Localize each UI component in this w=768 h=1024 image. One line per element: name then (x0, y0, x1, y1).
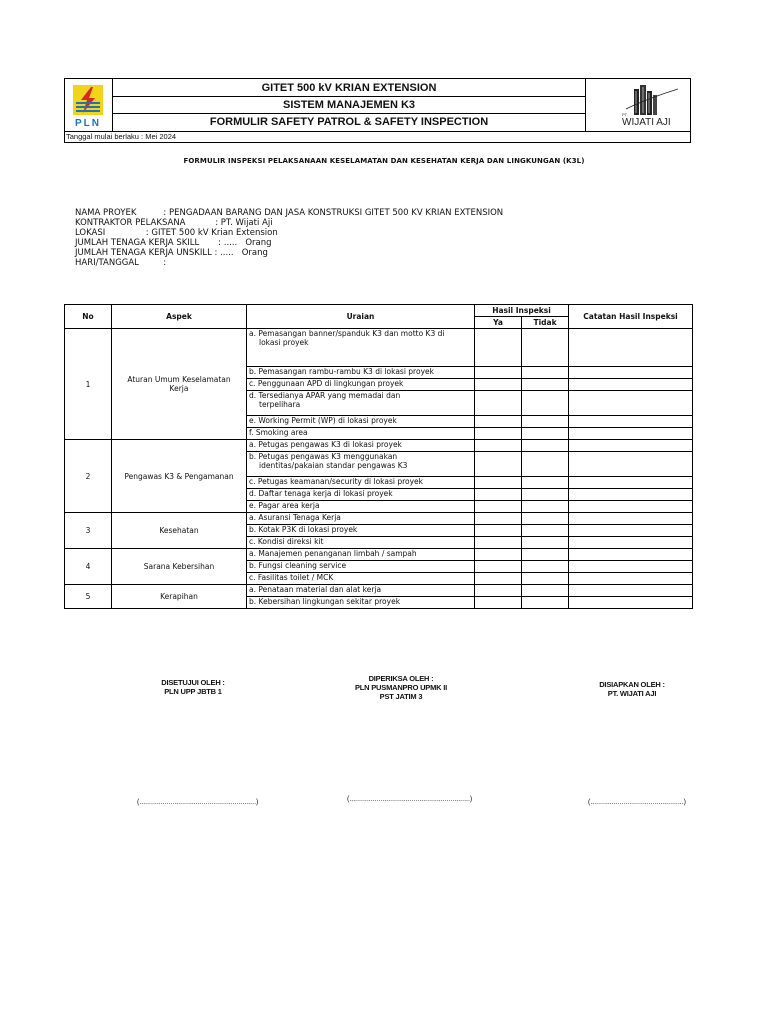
prepared-by-org: PT. WIJATI AJI (607, 689, 657, 698)
header-no: No (65, 305, 112, 329)
contractor-line: KONTRAKTOR PELAKSANA : PT. Wijati Aji (75, 218, 273, 228)
uraian-text: b. Fungsi cleaning service (249, 561, 347, 570)
uraian-cell (247, 416, 475, 428)
ya-cell[interactable] (475, 537, 522, 549)
catatan-cell[interactable] (569, 525, 693, 537)
document-header (64, 78, 691, 132)
header-uraian: Uraian (247, 305, 475, 329)
uraian-text: a. Penataan material dan alat kerja (249, 585, 382, 594)
ya-cell[interactable] (475, 549, 522, 561)
catatan-cell[interactable] (569, 561, 693, 573)
tidak-cell[interactable] (522, 477, 569, 489)
unskilled-workers-line: JUMLAH TENAGA KERJA UNSKILL : ..... Orang (75, 248, 268, 258)
catatan-cell[interactable] (569, 489, 693, 501)
approved-by-block (138, 678, 248, 696)
uraian-text: c. Fasilitas toilet / MCK (249, 573, 334, 582)
ya-cell[interactable] (475, 525, 522, 537)
uraian-cell (247, 452, 475, 477)
uraian-cell (247, 525, 475, 537)
checked-by-org-sub: PST JATIM 3 (379, 692, 423, 701)
tidak-cell[interactable] (522, 549, 569, 561)
ya-cell[interactable] (475, 489, 522, 501)
group-aspek: Sarana Kebersihan (112, 549, 247, 585)
ya-cell[interactable] (475, 416, 522, 428)
catatan-cell[interactable] (569, 379, 693, 391)
header-hasil-inspeksi: Hasil Inspeksi (475, 305, 569, 317)
uraian-text: a. Manajemen penanganan limbah / sampah (249, 549, 417, 558)
tidak-cell[interactable] (522, 585, 569, 597)
uraian-text: terpelihara (259, 400, 301, 409)
group-aspek: Pengawas K3 & Pengamanan (112, 440, 247, 513)
checked-by-org: PLN PUSMANPRO UPMK II (354, 683, 448, 692)
project-info (75, 208, 503, 268)
catatan-cell[interactable] (569, 329, 693, 367)
catatan-cell[interactable] (569, 585, 693, 597)
date-line: HARI/TANGGAL : (75, 258, 167, 268)
uraian-text: a. Petugas pengawas K3 di lokasi proyek (249, 440, 402, 449)
uraian-text: c. Penggunaan APD di lingkungan proyek (249, 379, 404, 388)
uraian-text: b. Petugas pengawas K3 menggunakan (249, 452, 398, 461)
header-aspek: Aspek (112, 305, 247, 329)
uraian-cell (247, 549, 475, 561)
ya-cell[interactable] (475, 561, 522, 573)
approved-signature-line: (............................................................) (137, 799, 259, 806)
uraian-cell (247, 329, 475, 367)
uraian-cell (247, 367, 475, 379)
uraian-cell (247, 489, 475, 501)
group-number: 4 (65, 549, 112, 585)
ya-cell[interactable] (475, 597, 522, 609)
prepared-by-label: DISIAPKAN OLEH : (599, 680, 665, 689)
tidak-cell[interactable] (522, 501, 569, 513)
group-number: 2 (65, 440, 112, 513)
group-aspek: Kesehatan (112, 513, 247, 549)
group-number: 3 (65, 513, 112, 549)
tidak-cell[interactable] (522, 561, 569, 573)
project-name-line: NAMA PROYEK : PENGADAAN BARANG DAN JASA KONSTRUKSI GITET 500 KV KRIAN EXTENSION (75, 208, 504, 218)
uraian-text: b. Kebersihan lingkungan sekitar proyek (249, 597, 401, 606)
inspection-table (64, 304, 693, 609)
inspection-table-body (65, 329, 693, 609)
uraian-cell (247, 597, 475, 609)
uraian-text: identitas/pakaian standar pengawas K3 (259, 461, 408, 470)
tidak-cell[interactable] (522, 452, 569, 477)
catatan-cell[interactable] (569, 416, 693, 428)
ya-cell[interactable] (475, 428, 522, 440)
catatan-cell[interactable] (569, 452, 693, 477)
pln-logo (65, 79, 113, 131)
prepared-signature-line: (................................................) (588, 799, 687, 806)
uraian-cell (247, 477, 475, 489)
ya-cell[interactable] (475, 329, 522, 367)
header-title-3: FORMULIR SAFETY PATROL & SAFETY INSPECTION (209, 116, 489, 128)
approved-by-label: DISETUJUI OLEH : (161, 678, 225, 687)
ya-cell[interactable] (475, 452, 522, 477)
uraian-text: c. Kondisi direksi kit (249, 537, 324, 546)
ya-cell[interactable] (475, 501, 522, 513)
tidak-cell[interactable] (522, 597, 569, 609)
uraian-text: c. Petugas keamanan/security di lokasi proyek (249, 477, 423, 486)
uraian-cell (247, 561, 475, 573)
uraian-cell (247, 428, 475, 440)
ya-cell[interactable] (475, 573, 522, 585)
ya-cell[interactable] (475, 513, 522, 525)
skilled-workers-line: JUMLAH TENAGA KERJA SKILL : ..... Orang (75, 238, 272, 248)
catatan-cell[interactable] (569, 513, 693, 525)
tidak-cell[interactable] (522, 537, 569, 549)
uraian-cell (247, 379, 475, 391)
ya-cell[interactable] (475, 367, 522, 379)
catatan-cell[interactable] (569, 367, 693, 379)
prepared-by-block (577, 680, 687, 698)
approved-by-org: PLN UPP JBTB 1 (164, 687, 222, 696)
catatan-cell[interactable] (569, 501, 693, 513)
tidak-cell[interactable] (522, 416, 569, 428)
pln-logo-icon (65, 79, 112, 131)
form-title: FORMULIR INSPEKSI PELAKSANAAN KESELAMATAN DAN KESEHATAN KERJA DAN LINGKUNGAN (K3L) (183, 157, 585, 165)
catatan-cell[interactable] (569, 477, 693, 489)
catatan-cell[interactable] (569, 573, 693, 585)
uraian-text: a. Asuransi Tenaga Kerja (249, 513, 341, 522)
catatan-cell[interactable] (569, 537, 693, 549)
header-tidak: Tidak (522, 317, 569, 329)
group-number: 5 (65, 585, 112, 609)
wijati-aji-logo-prefix: PT. (622, 112, 628, 117)
ya-cell[interactable] (475, 440, 522, 452)
checked-by-label: DIPERIKSA OLEH : (368, 674, 434, 683)
uraian-cell (247, 513, 475, 525)
tidak-cell[interactable] (522, 329, 569, 367)
header-title-1: GITET 500 kV KRIAN EXTENSION (112, 79, 586, 97)
table-row (65, 329, 693, 367)
header-ya: Ya (475, 317, 522, 329)
tidak-cell[interactable] (522, 391, 569, 416)
header-title-2: SISTEM MANAJEMEN K3 (112, 96, 586, 114)
wijati-aji-logo (585, 79, 690, 131)
group-aspek: Kerapihan (112, 585, 247, 609)
tidak-cell[interactable] (522, 367, 569, 379)
tidak-cell[interactable] (522, 573, 569, 585)
pln-logo-text: PLN (75, 118, 101, 129)
checked-signature-line: (..............................................................) (347, 796, 473, 803)
catatan-cell[interactable] (569, 597, 693, 609)
uraian-cell (247, 537, 475, 549)
tidak-cell[interactable] (522, 428, 569, 440)
header-catatan: Catatan Hasil Inspeksi (569, 305, 693, 329)
table-row (65, 440, 693, 452)
uraian-text: b. Pemasangan rambu-rambu K3 di lokasi proyek (249, 367, 434, 376)
table-row (65, 585, 693, 597)
wijati-aji-logo-text: WIJATI AJI (622, 117, 671, 128)
uraian-cell (247, 391, 475, 416)
ya-cell[interactable] (475, 477, 522, 489)
catatan-cell[interactable] (569, 391, 693, 416)
ya-cell[interactable] (475, 391, 522, 416)
uraian-text: d. Daftar tenaga kerja di lokasi proyek (249, 489, 393, 498)
uraian-text: f. Smoking area (249, 428, 308, 437)
effective-date: Tanggal mulai berlaku : Mei 2024 (64, 132, 691, 143)
table-row (65, 549, 693, 561)
location-line: LOKASI : GITET 500 kV Krian Extension (75, 228, 278, 238)
ya-cell[interactable] (475, 585, 522, 597)
uraian-cell (247, 501, 475, 513)
uraian-text: a. Pemasangan banner/spanduk K3 dan motto K3 di (249, 329, 445, 338)
table-row (65, 513, 693, 525)
tidak-cell[interactable] (522, 513, 569, 525)
wijati-aji-logo-icon (586, 79, 690, 131)
uraian-text: b. Kotak P3K di lokasi proyek (249, 525, 358, 534)
group-number: 1 (65, 329, 112, 440)
catatan-cell[interactable] (569, 549, 693, 561)
catatan-cell[interactable] (569, 440, 693, 452)
ya-cell[interactable] (475, 379, 522, 391)
uraian-text: d. Tersedianya APAR yang memadai dan (249, 391, 401, 400)
uraian-cell (247, 585, 475, 597)
group-aspek: Aturan Umum Keselamatan Kerja (112, 329, 247, 440)
tidak-cell[interactable] (522, 525, 569, 537)
uraian-text: e. Pagar area kerja (249, 501, 320, 510)
uraian-text: lokasi proyek (259, 338, 309, 347)
uraian-text: e. Working Permit (WP) di lokasi proyek (249, 416, 397, 425)
uraian-cell (247, 440, 475, 452)
checked-by-block (334, 674, 468, 701)
tidak-cell[interactable] (522, 440, 569, 452)
tidak-cell[interactable] (522, 379, 569, 391)
catatan-cell[interactable] (569, 428, 693, 440)
uraian-cell (247, 573, 475, 585)
tidak-cell[interactable] (522, 489, 569, 501)
